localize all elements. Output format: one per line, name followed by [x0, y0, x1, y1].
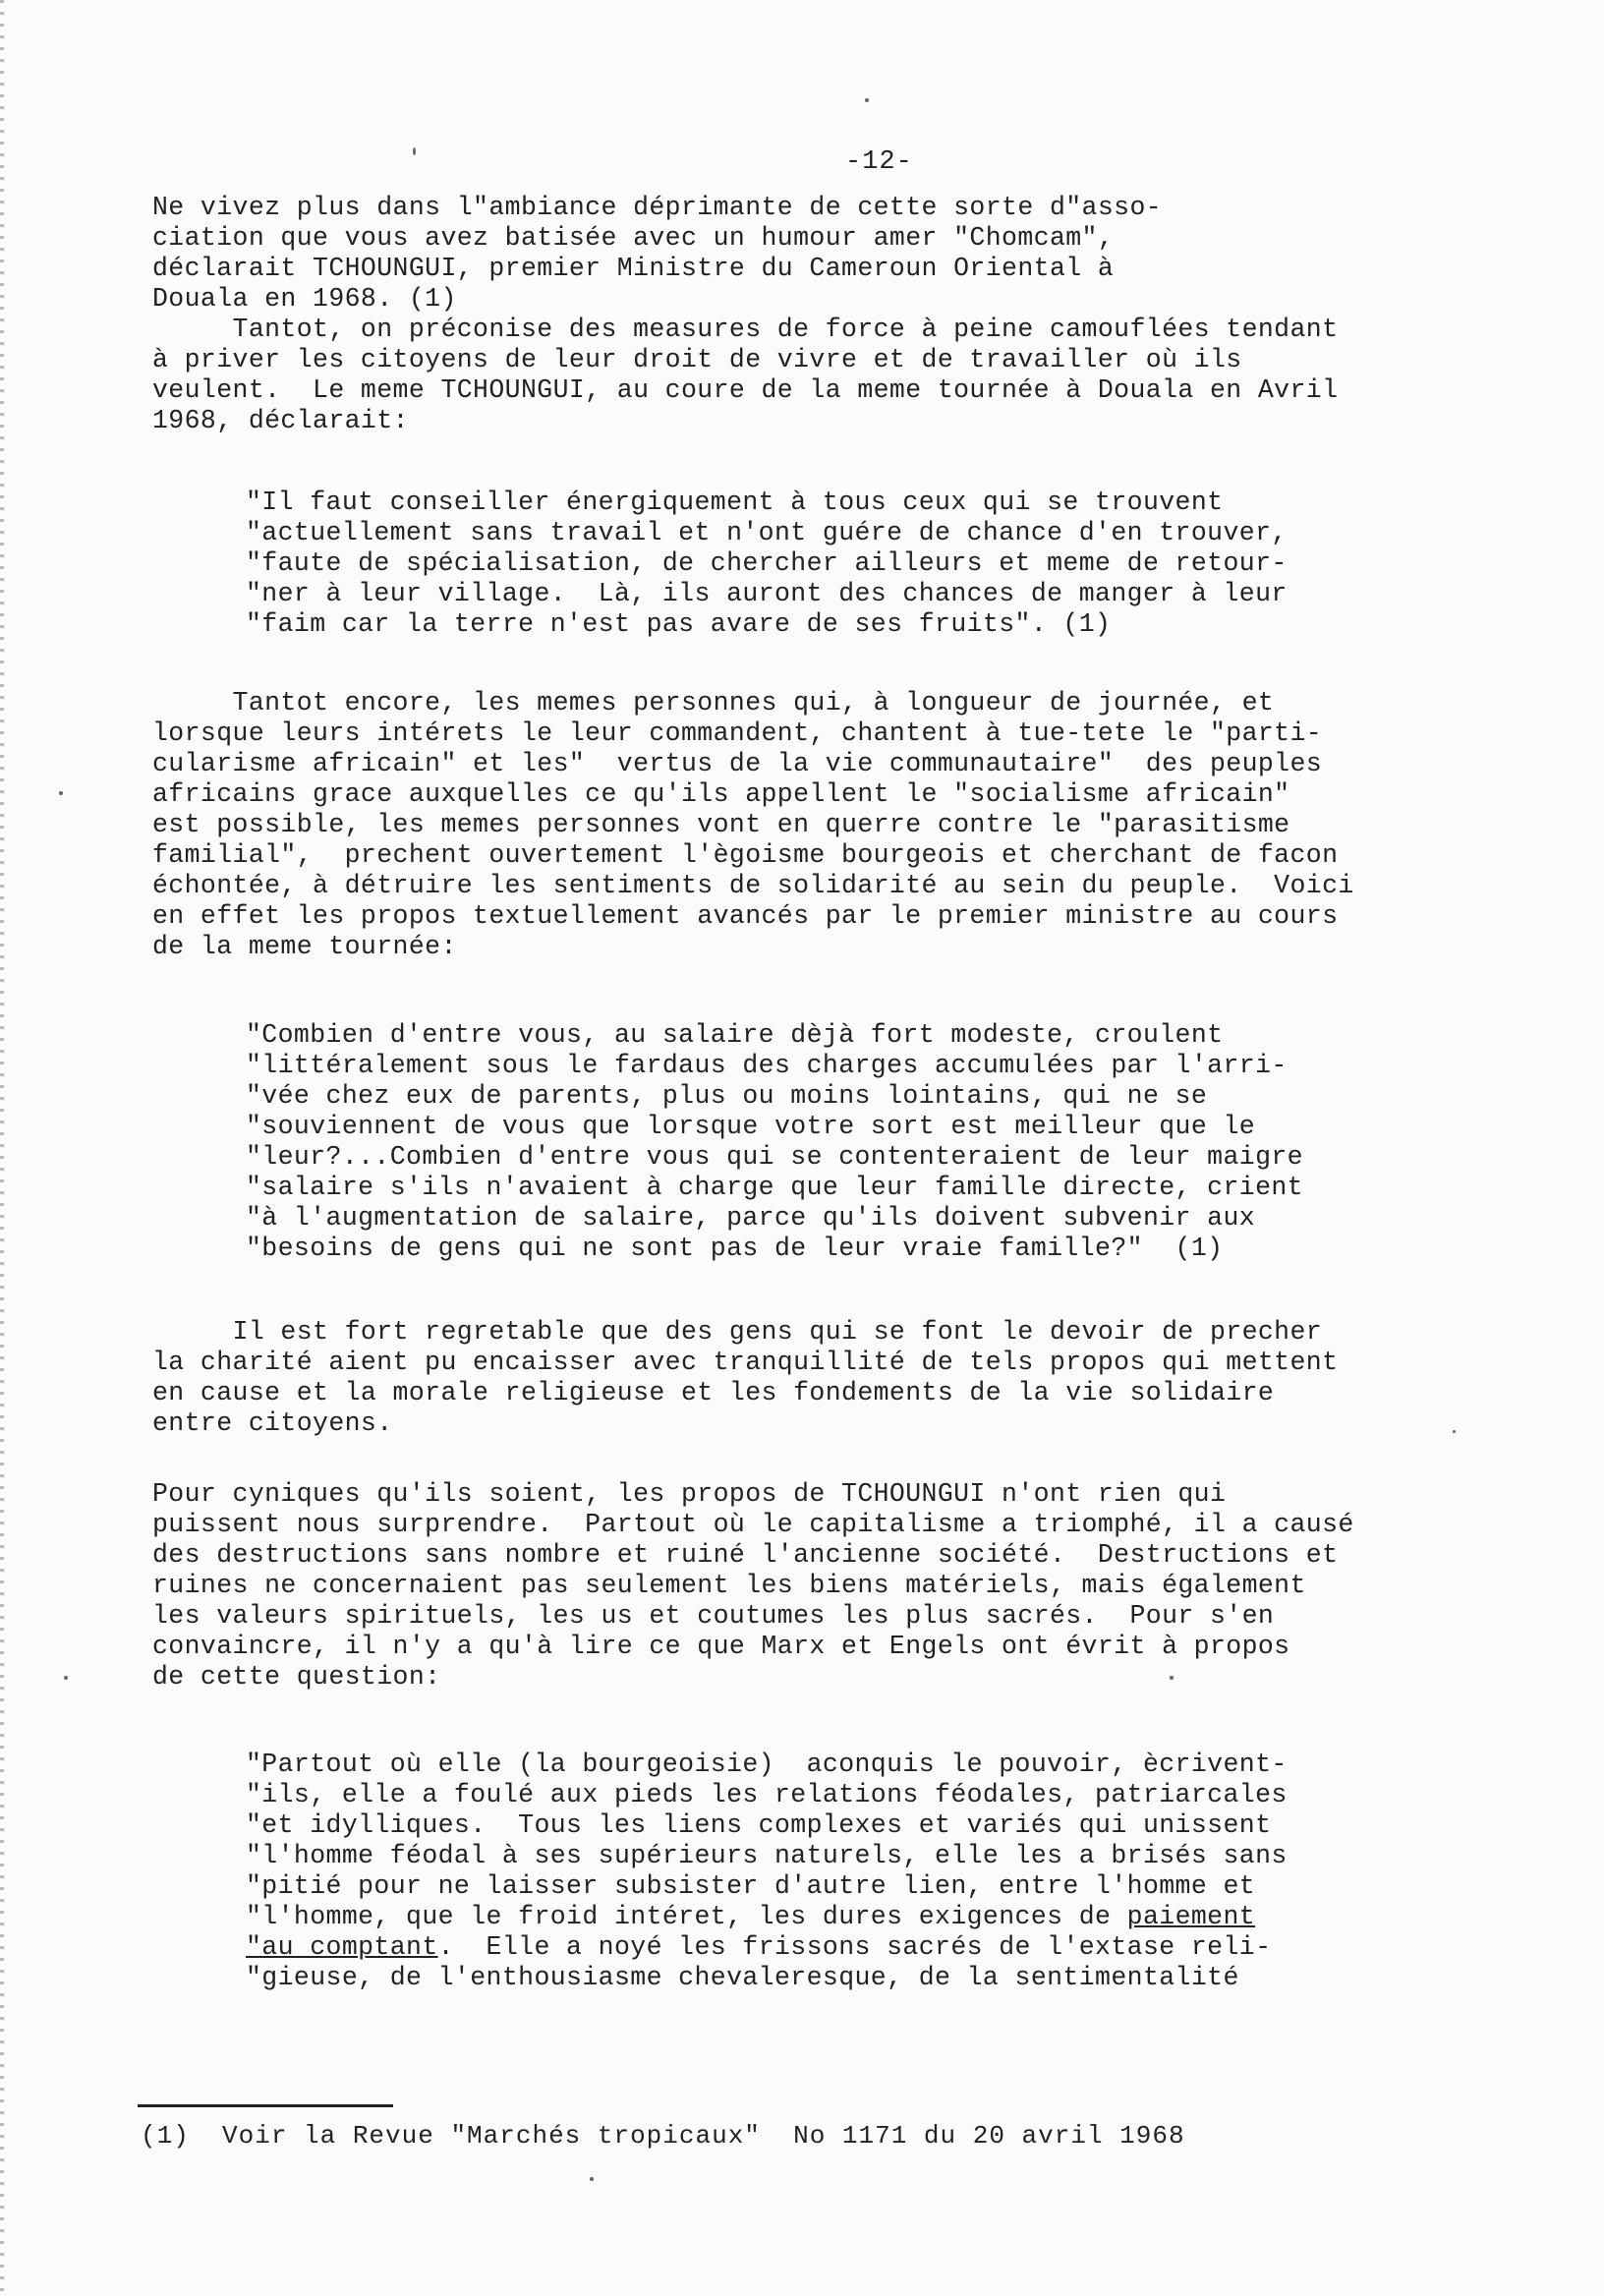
paragraph-4: Pour cyniques qu'ils soient, les propos de TCHOUNGUI n'ont rien qui puissent nous surprendre. Partout où le capitalisme a triomphé, il a causé des destructions sans nombre et ruiné l'ancienne société. Destructions et ruines ne concernaient pas seulement les biens matériels, mais également les valeurs spirituels, les us et coutumes les plus sacrés. Pour s'en convaincre, il n'y a qu'à lire ce que Marx et Engels ont évrit à propos de cette question:: [152, 1479, 1354, 1692]
scan-edge-marks: [0, 0, 4, 2296]
quote-3-continuation: . Elle a noyé les frissons sacrés de l'extase reli- "gieuse, de l'enthousiasme chevaleresque, de la sentimentalité: [246, 1932, 1272, 1992]
page-number: -12-: [845, 147, 913, 177]
paragraph-2: Tantot encore, les memes personnes qui, à longueur de journée, et lorsque leurs intérets le leur commandent, chantent à tue-tete le "parti- cularisme africain" et les" vertus de la vie communautaire" des peuples africains grace auxquelles ce qu'ils appellent le "socialisme africain" est possible, les memes personnes vont en querre contre le "parasitisme familial", prechent ouvertement l'ègoisme bourgeois et cherchant de facon échontée, à détruire les sentiments de solidarité au sein du peuple. Voici en effet les propos textuellement avancés par le premier ministre au cours de la meme tournée:: [152, 688, 1354, 961]
quote-block-1: "Il faut conseiller énergiquement à tous ceux qui se trouvent "actuellement sans travail et n'ont guére de chance d'en trouver, "faute de spécialisation, de chercher ailleurs et meme de retour- "ner à leur village. Là, ils auront des chances de manger à leur "faim car la terre n'est pas avare de ses fruits". (1): [246, 488, 1288, 639]
scan-speck: [1453, 1430, 1456, 1433]
footnote-divider: [138, 2104, 393, 2107]
scan-speck: [1170, 1676, 1174, 1680]
quote-block-3: [246, 1750, 1425, 1993]
footnote: (1) Voir la Revue "Marchés tropicaux" No 1171 du 20 avril 1968: [141, 2121, 1185, 2151]
paragraph-1: Ne vivez plus dans l"ambiance déprimante de cette sorte d"asso- ciation que vous avez batisée avec un humour amer "Chomcam", déclarait TCHOUNGUI, premier Ministre du Cameroun Oriental à Douala en 1968. (1) Tantot, on préconise des measures de force à peine camouflées tendant à priver les citoyens de leur droit de vivre et de travailler où ils veulent. Le meme TCHOUNGUI, au coure de la meme tournée à Douala en Avril 1968, déclarait:: [152, 193, 1339, 435]
quote-block-2: "Combien d'entre vous, au salaire dèjà fort modeste, croulent "littéralement sous le fardaus des charges accumulées par l'arri- "vée chez eux de parents, plus ou moins lointains, qui ne se "souviennent de vous que lorsque votre sort est meilleur que le "leur?...Combien d'entre vous qui se contenteraient de leur maigre "salaire s'ils n'avaient à charge que leur famille directe, crient "à l'augmentation de salaire, parce qu'ils doivent subvenir aux "besoins de gens qui ne sont pas de leur vraie famille?" (1): [246, 1020, 1303, 1263]
underlined-phrase-au-comptant: "au comptant: [246, 1932, 438, 1962]
scan-speck: [64, 1676, 68, 1680]
quote-3-text: "Partout où elle (la bourgeoisie) aconquis le pouvoir, ècrivent- "ils, elle a foulé aux pieds les relations féodales, patriarcales "et idylliques. Tous les liens complexes et variés qui unissent "l'homme féodal à ses supérieurs naturels, elle les a brisés sans "pitié pour ne laisser subsister d'autre lien, entre l'homme et "l'homme, que le froid intéret, les dures exigences de: [246, 1750, 1288, 1931]
underlined-phrase-paiement: paiement: [1126, 1902, 1256, 1931]
scan-speck: [59, 791, 63, 795]
paragraph-3: Il est fort regretable que des gens qui se font le devoir de precher la charité aient pu encaisser avec tranquillité de tels propos qui mettent en cause et la morale religieuse et les fondements de la vie solidaire entre citoyens.: [152, 1317, 1339, 1438]
scan-speck: [865, 98, 869, 102]
scan-speck: [413, 147, 416, 155]
scan-speck: [590, 2177, 594, 2181]
